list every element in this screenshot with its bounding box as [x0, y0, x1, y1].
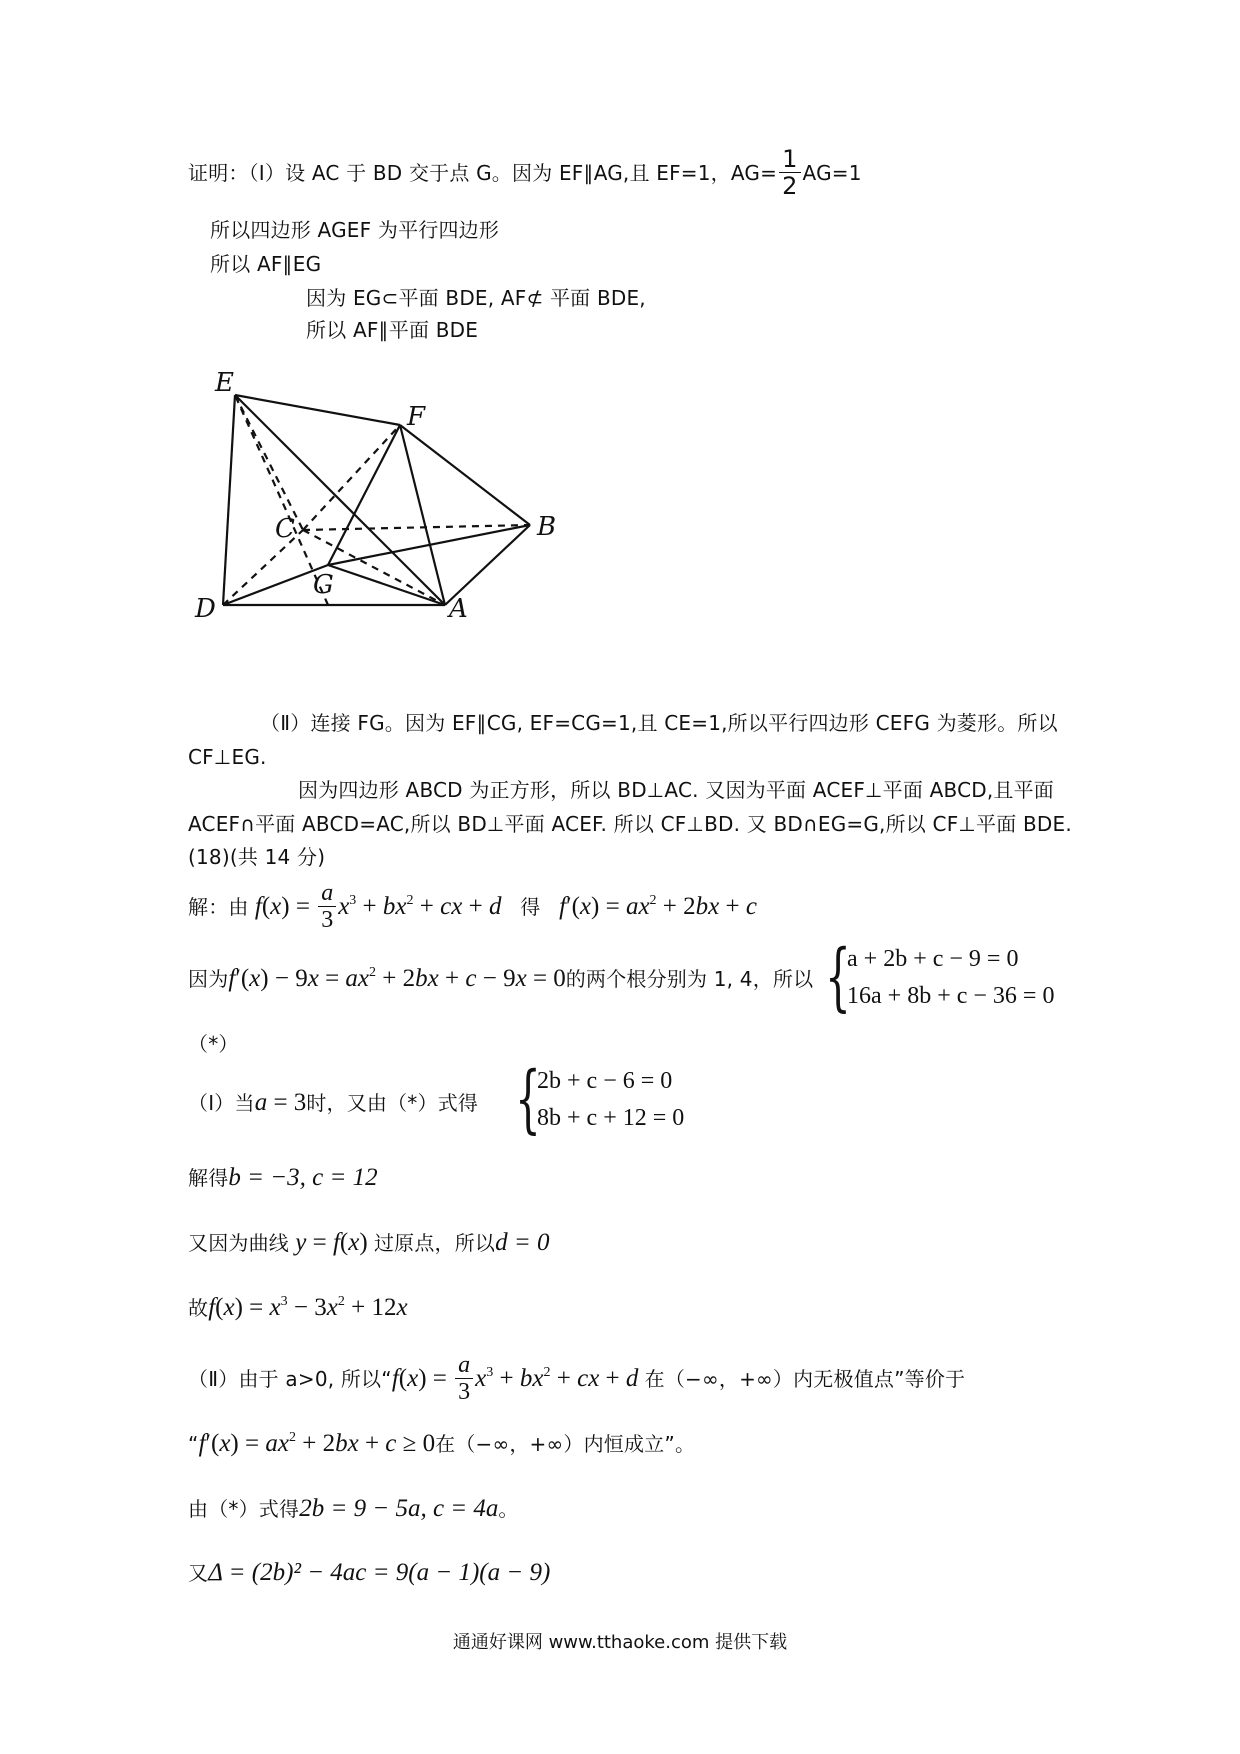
- fraction-one-half: $\frac{1}{2}$: [779, 146, 800, 199]
- label-a: A: [449, 594, 468, 624]
- proof1-line1-end: AG=1: [802, 161, 862, 185]
- star-label: （*）: [188, 1032, 239, 1056]
- label-b: B: [537, 512, 557, 542]
- system1-eq2: 16a + 8b + c − 36 = 0: [847, 983, 1055, 1009]
- proof2-line2: CF⊥EG.: [188, 745, 267, 769]
- edge-fb: [400, 425, 530, 525]
- proof1-line3: 所以 AF∥EG: [210, 252, 322, 276]
- system1-eq1: a + 2b + c − 9 = 0: [847, 946, 1019, 972]
- proof1-line5: 所以 AF∥平面 BDE: [306, 318, 479, 342]
- label-f: F: [407, 402, 426, 432]
- equiv-line: “$f'(x) = ax^2 + 2bx + c \ge 0$在（−∞，+∞）内恒成立”。: [188, 1430, 696, 1457]
- label-e: E: [215, 368, 234, 398]
- solve-line: 解得b = −3, c = 12: [188, 1164, 378, 1191]
- pyramid-figure: [185, 355, 585, 660]
- proof2-line1: （Ⅱ）连接 FG。因为 EF∥CG, EF=CG=1,且 CE=1,所以平行四边形 CEFG 为菱形。所以: [260, 711, 1058, 735]
- proof1-line1-text: 证明：（Ⅰ）设 AC 于 BD 交于点 G。因为 EF∥AG,且 EF=1，AG=: [188, 161, 778, 185]
- from-star-line: 由（*）式得2b = 9 − 5a, c = 4a。: [188, 1495, 519, 1522]
- solution-intro: 解：由 f(x) = $\frac{a}{3}$ $x^3 + bx^2$ + cx + d 得 $f'(x) = ax^2 + 2bx + c$: [188, 880, 757, 933]
- proof2-line4: ACEF∩平面 ABCD=AC,所以 BD⊥平面 ACEF. 所以 CF⊥BD. 又 BD∩EG=G,所以 CF⊥平面 BDE.: [188, 812, 1072, 836]
- edge-ed: [223, 395, 235, 605]
- edge-ec: [235, 395, 303, 530]
- label-d: D: [195, 594, 216, 624]
- proof1-line2: 所以四边形 AGEF 为平行四边形: [210, 218, 500, 242]
- edge-ba: [445, 525, 530, 605]
- system2-eq2: 8b + c + 12 = 0: [537, 1105, 685, 1131]
- delta-line: 又Δ = (2b)² − 4ac = 9(a − 1)(a − 9): [188, 1559, 551, 1586]
- system2-eq1: 2b + c − 6 = 0: [537, 1068, 673, 1094]
- edge-ga: [328, 565, 445, 605]
- result-line: 故$f(x) = x^3 - 3x^2 + 12x$: [188, 1294, 408, 1321]
- proof1-line4: 因为 EG⊂平面 BDE, AF⊄ 平面 BDE,: [306, 286, 646, 310]
- edge-fa: [400, 425, 445, 605]
- part1-line: （Ⅰ）当a = 3时，又由（*）式得: [188, 1089, 479, 1116]
- edge-cb: [303, 525, 530, 530]
- proof1-line1: [188, 145, 862, 201]
- equation-system-2: { 2b + c − 6 = 0 8b + c + 12 = 0: [515, 1056, 685, 1142]
- origin-line: 又因为曲线 y = f(x) 过原点，所以d = 0: [188, 1229, 550, 1256]
- q18-header: (18)(共 14 分): [188, 845, 326, 869]
- page-footer: 通通好课网 www.tthaoke.com 提供下载: [452, 1632, 788, 1653]
- roots-line: 因为$f'(x) - 9x = ax^2 + 2bx + c - 9x = 0$的两个根分别为 1, 4，所以: [188, 965, 814, 992]
- equation-system-1: { a + 2b + c − 9 = 0 16a + 8b + c − 36 = 0: [825, 934, 1055, 1020]
- label-g: G: [313, 570, 334, 600]
- edge-fg: [328, 425, 400, 565]
- part2-line: （Ⅱ）由于 a>0, 所以“f(x) = $\frac{a}{3}$ $x^3 + bx^2$ + cx + d 在（−∞，+∞）内无极值点”等价于: [188, 1352, 966, 1405]
- proof2-line3: 因为四边形 ABCD 为正方形，所以 BD⊥AC. 又因为平面 ACEF⊥平面 ABCD,且平面: [298, 778, 1054, 802]
- label-c: C: [275, 514, 295, 544]
